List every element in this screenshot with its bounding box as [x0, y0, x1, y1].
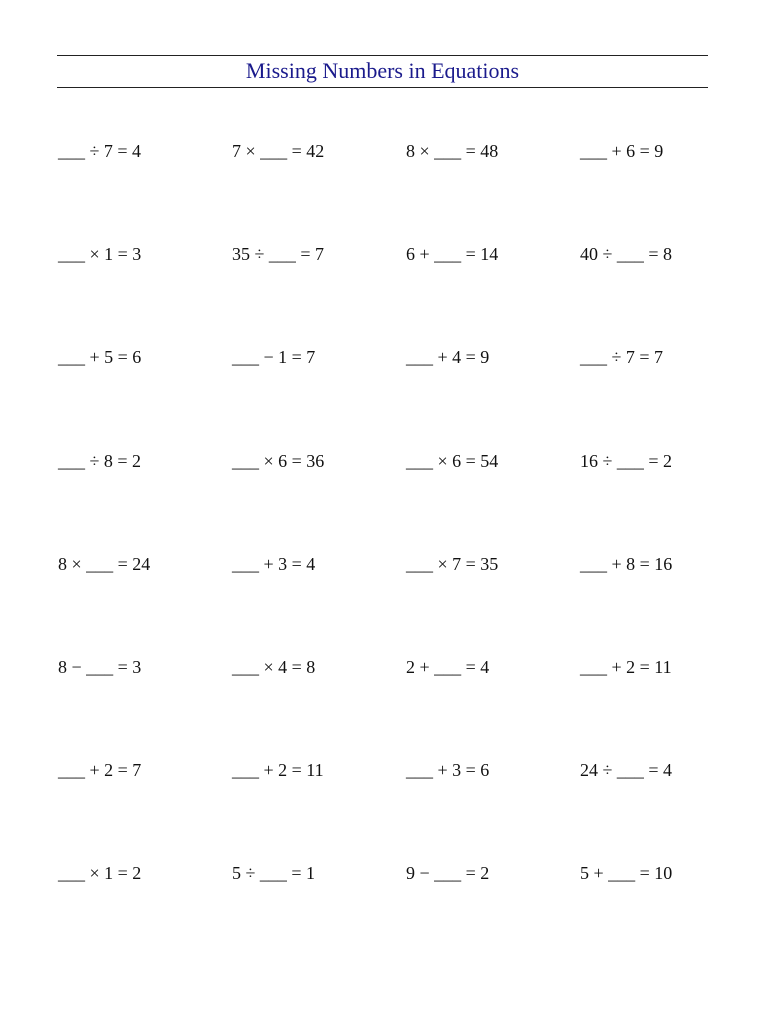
equation: ___ + 6 = 9	[580, 141, 664, 161]
title-top-rule	[57, 55, 708, 56]
equation: ___ ÷ 8 = 2	[58, 450, 142, 471]
equation: ___ + 5 = 6	[58, 347, 142, 368]
equation: ___ × 7 = 35	[406, 553, 499, 574]
equation: ___ × 6 = 54	[406, 450, 499, 471]
equation: 24 ÷ ___ = 4	[580, 760, 673, 781]
equation: ___ + 2 = 7	[58, 760, 142, 781]
equation: ___ + 3 = 4	[232, 553, 316, 574]
equation: ___ ÷ 7 = 7	[580, 347, 664, 368]
equation: 2 + ___ = 4	[406, 656, 490, 677]
equation: 8 × ___ = 48	[406, 141, 499, 161]
problem-grid	[58, 139, 758, 965]
equation: 35 ÷ ___ = 7	[232, 244, 325, 265]
equation: 8 × ___ = 24	[58, 553, 151, 574]
equation: 6 + ___ = 14	[406, 244, 499, 265]
equation: ___ + 8 = 16	[580, 553, 673, 574]
equation: 5 + ___ = 10	[580, 863, 673, 884]
equation: 7 × ___ = 42	[232, 141, 325, 161]
equation: 5 ÷ ___ = 1	[232, 863, 316, 884]
equation: ___ ÷ 7 = 4	[58, 141, 142, 161]
equation: 40 ÷ ___ = 8	[580, 244, 673, 265]
equation: ___ + 4 = 9	[406, 347, 490, 368]
equation: ___ × 4 = 8	[232, 656, 316, 677]
equation: ___ + 2 = 11	[580, 656, 672, 677]
equation: ___ − 1 = 7	[232, 347, 316, 368]
title-bottom-rule	[57, 87, 708, 88]
equation: ___ + 2 = 11	[232, 760, 324, 781]
equation: 8 − ___ = 3	[58, 656, 142, 677]
equation: ___ × 1 = 3	[58, 244, 142, 265]
equation: 9 − ___ = 2	[406, 863, 490, 884]
equation: ___ × 1 = 2	[58, 863, 142, 884]
equation: ___ + 3 = 6	[406, 760, 490, 781]
equation: ___ × 6 = 36	[232, 450, 325, 471]
equation: 16 ÷ ___ = 2	[580, 450, 673, 471]
worksheet-title: Missing Numbers in Equations	[245, 58, 520, 83]
